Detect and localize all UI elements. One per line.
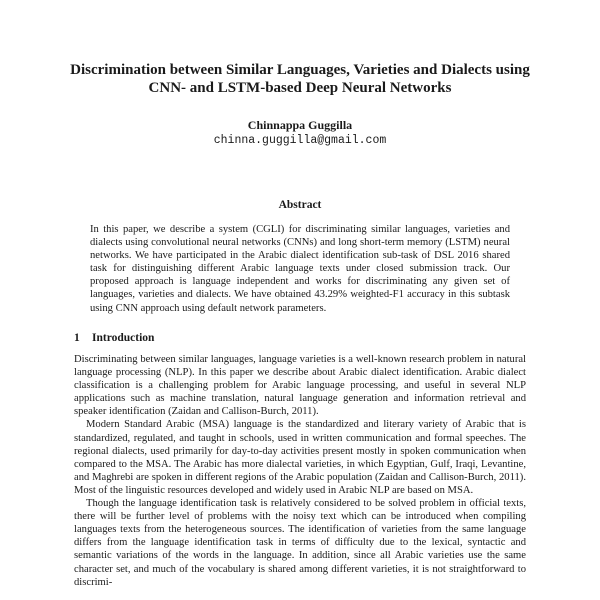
paper-title [40, 61, 560, 97]
section-number: 1 [74, 332, 80, 344]
introduction-body [74, 353, 526, 589]
abstract-heading: Abstract [278, 199, 322, 211]
paper-title-line-2: CNN- and LSTM-based Deep Neural Networks [148, 80, 452, 96]
intro-paragraph-3: Though the language identification task is relatively considered to be solved problem in official texts, there will be further level of problems with the noisy text which can be introduced when compiling languages texts from the heterogeneous sources. The identification of varieties from the same language differs from the language identification task in terms of difficulty due to the lexical, syntactic and semantic variations of the words in the language. In addition, since all Arabic varieties use the same character set, and much of the vocabulary is shared among different varieties, it is not straightforward to discrimi- [74, 498, 526, 588]
intro-paragraph-1: Discriminating between similar languages, language varieties is a well-known research problem in natural language processing (NLP). In this paper we describe about Arabic dialect identification. Arabic dialect classification is a challenging problem for Arabic language processing, and useful in several NLP applications such as machine translation, natural language generation and information retrieval and speaker identification (Zaidan and Callison-Burch, 2011). [74, 354, 526, 418]
section-heading-introduction [74, 331, 534, 345]
intro-paragraph-2: Modern Standard Arabic (MSA) language is the standardized and literary variety of Arabic that is standardized, regulated, and taught in schools, used in written communication and formal speeches. The regional dialects, used primarily for day-to-day activities present mostly in spoken communication when compared to the MSA. The Arabic has more dialectal varieties, in which Egyptian, Gulf, Iraqi, Levantine, and Maghrebi are spoken in different regions of the Arabic population (Zaidan and Callison-Burch, 2011). Most of the linguistic resources developed and widely used in Arabic NLP are based on MSA. [74, 419, 526, 496]
author-name: Chinnappa Guggilla [247, 118, 353, 132]
section-title: Introduction [92, 332, 155, 344]
abstract-text: In this paper, we describe a system (CGLI) for discriminating similar languages, varieties and dialects using convolutional neural networks (CNNs) and long short-term memory (LSTM) neural networks. We have participated in the Arabic dialect identification sub-task of DSL 2016 shared task for distinguishing different Arabic language texts under closed submission track. Our proposed approach is language independent and works for discriminating any given set of languages, varieties and dialects. We have obtained 43.29% weighted-F1 accuracy in this subtask using CNN approach using default network parameters. [90, 224, 510, 314]
author-email: chinna.guggilla@gmail.com [213, 134, 387, 147]
paper-title-line-1: Discrimination between Similar Languages, Varieties and Dialects using [70, 62, 530, 78]
